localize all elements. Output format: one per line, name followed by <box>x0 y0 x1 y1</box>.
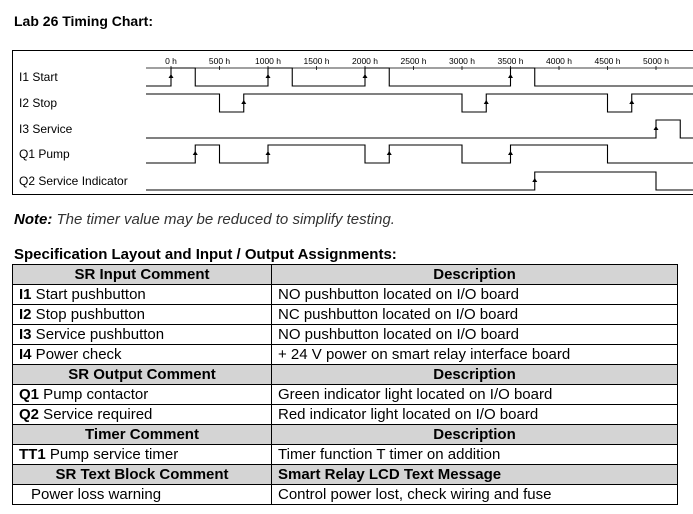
io-label: Stop pushbutton <box>31 306 145 323</box>
text-block-header-comment: SR Text Block Comment <box>13 465 272 485</box>
output-header-row <box>13 365 678 385</box>
output-header-comment: SR Output Comment <box>13 365 272 385</box>
tick-label: 1000 h <box>255 56 281 66</box>
text-block-label: Power loss warning <box>13 485 272 505</box>
edge-arrow <box>532 178 537 182</box>
edge-arrow <box>193 151 198 155</box>
timer-header-description: Description <box>272 425 678 445</box>
signal-label: Q1 Pump <box>19 147 70 161</box>
signal-label: Q2 Service Indicator <box>19 174 128 188</box>
page-title: Lab 26 Timing Chart: <box>14 13 153 29</box>
signal-waveform <box>146 94 693 112</box>
edge-arrow <box>169 74 174 78</box>
signal-waveform <box>146 68 693 86</box>
edge-arrow <box>241 100 246 104</box>
tick-label: 500 h <box>208 56 231 66</box>
table-row <box>13 485 678 505</box>
io-label: Start pushbutton <box>31 286 146 303</box>
signal-label: I2 Stop <box>19 96 58 110</box>
io-code: I2 <box>19 306 32 323</box>
input-header-row <box>13 265 678 285</box>
edge-arrow <box>629 100 634 104</box>
tick-label: 3000 h <box>449 56 475 66</box>
io-description: Red indicator light located on I/O board <box>272 405 678 425</box>
timing-chart <box>12 50 693 195</box>
io-description: NO pushbutton located on I/O board <box>272 325 678 345</box>
input-header-description: Description <box>272 265 678 285</box>
io-description: NO pushbutton located on I/O board <box>272 285 678 305</box>
io-description: Timer function T timer on addition <box>272 445 678 465</box>
edge-arrow <box>484 100 489 104</box>
tick-label: 5000 h <box>643 56 669 66</box>
spec-title: Specification Layout and Input / Output Assignments: <box>14 246 397 263</box>
timer-header-comment: Timer Comment <box>13 425 272 445</box>
io-description: NC pushbutton located on I/O board <box>272 305 678 325</box>
edge-arrow <box>654 126 659 130</box>
note-text: The timer value may be reduced to simplify testing. <box>52 211 395 228</box>
edge-arrow <box>508 74 513 78</box>
edge-arrow <box>266 151 271 155</box>
io-code: I1 <box>19 286 32 303</box>
table-row <box>13 405 678 425</box>
tick-label: 2500 h <box>400 56 427 66</box>
signal-waveform <box>146 172 693 190</box>
edge-arrow <box>266 74 271 78</box>
table-row <box>13 325 678 345</box>
io-label: Service required <box>39 406 153 423</box>
edge-arrow <box>387 151 392 155</box>
timing-chart-svg <box>13 51 693 196</box>
io-code: TT1 <box>19 446 46 463</box>
tick-label: 4500 h <box>594 56 621 66</box>
io-label: Service pushbutton <box>31 326 165 343</box>
timer-header-row <box>13 425 678 445</box>
edge-arrow <box>508 151 513 155</box>
text-block-header-row <box>13 465 678 485</box>
io-description: + 24 V power on smart relay interface board <box>272 345 678 365</box>
signal-label: I3 Service <box>19 122 73 136</box>
signal-label: I1 Start <box>19 70 58 84</box>
tick-label: 3500 h <box>497 56 524 66</box>
io-code: I3 <box>19 326 32 343</box>
tick-label: 0 h <box>165 56 177 66</box>
text-block-header-message: Smart Relay LCD Text Message <box>272 465 678 485</box>
note <box>14 211 395 228</box>
table-row <box>13 345 678 365</box>
tick-label: 2000 h <box>352 56 378 66</box>
io-label: Pump service timer <box>45 446 179 463</box>
signal-waveform <box>146 145 693 163</box>
input-header-comment: SR Input Comment <box>13 265 272 285</box>
io-label: Pump contactor <box>39 386 149 403</box>
io-description: Green indicator light located on I/O board <box>272 385 678 405</box>
signal-waveform <box>146 120 693 138</box>
io-code: Q2 <box>19 406 40 423</box>
table-row <box>13 385 678 405</box>
spec-table <box>12 264 678 505</box>
io-label: Power check <box>31 346 122 363</box>
table-row <box>13 305 678 325</box>
table-row <box>13 445 678 465</box>
io-code: Q1 <box>19 386 40 403</box>
table-row <box>13 285 678 305</box>
note-label: Note: <box>14 211 53 228</box>
text-block-description: Control power lost, check wiring and fuse <box>272 485 678 505</box>
edge-arrow <box>363 74 368 78</box>
tick-label: 4000 h <box>546 56 572 66</box>
tick-label: 1500 h <box>303 56 330 66</box>
io-code: I4 <box>19 346 32 363</box>
output-header-description: Description <box>272 365 678 385</box>
